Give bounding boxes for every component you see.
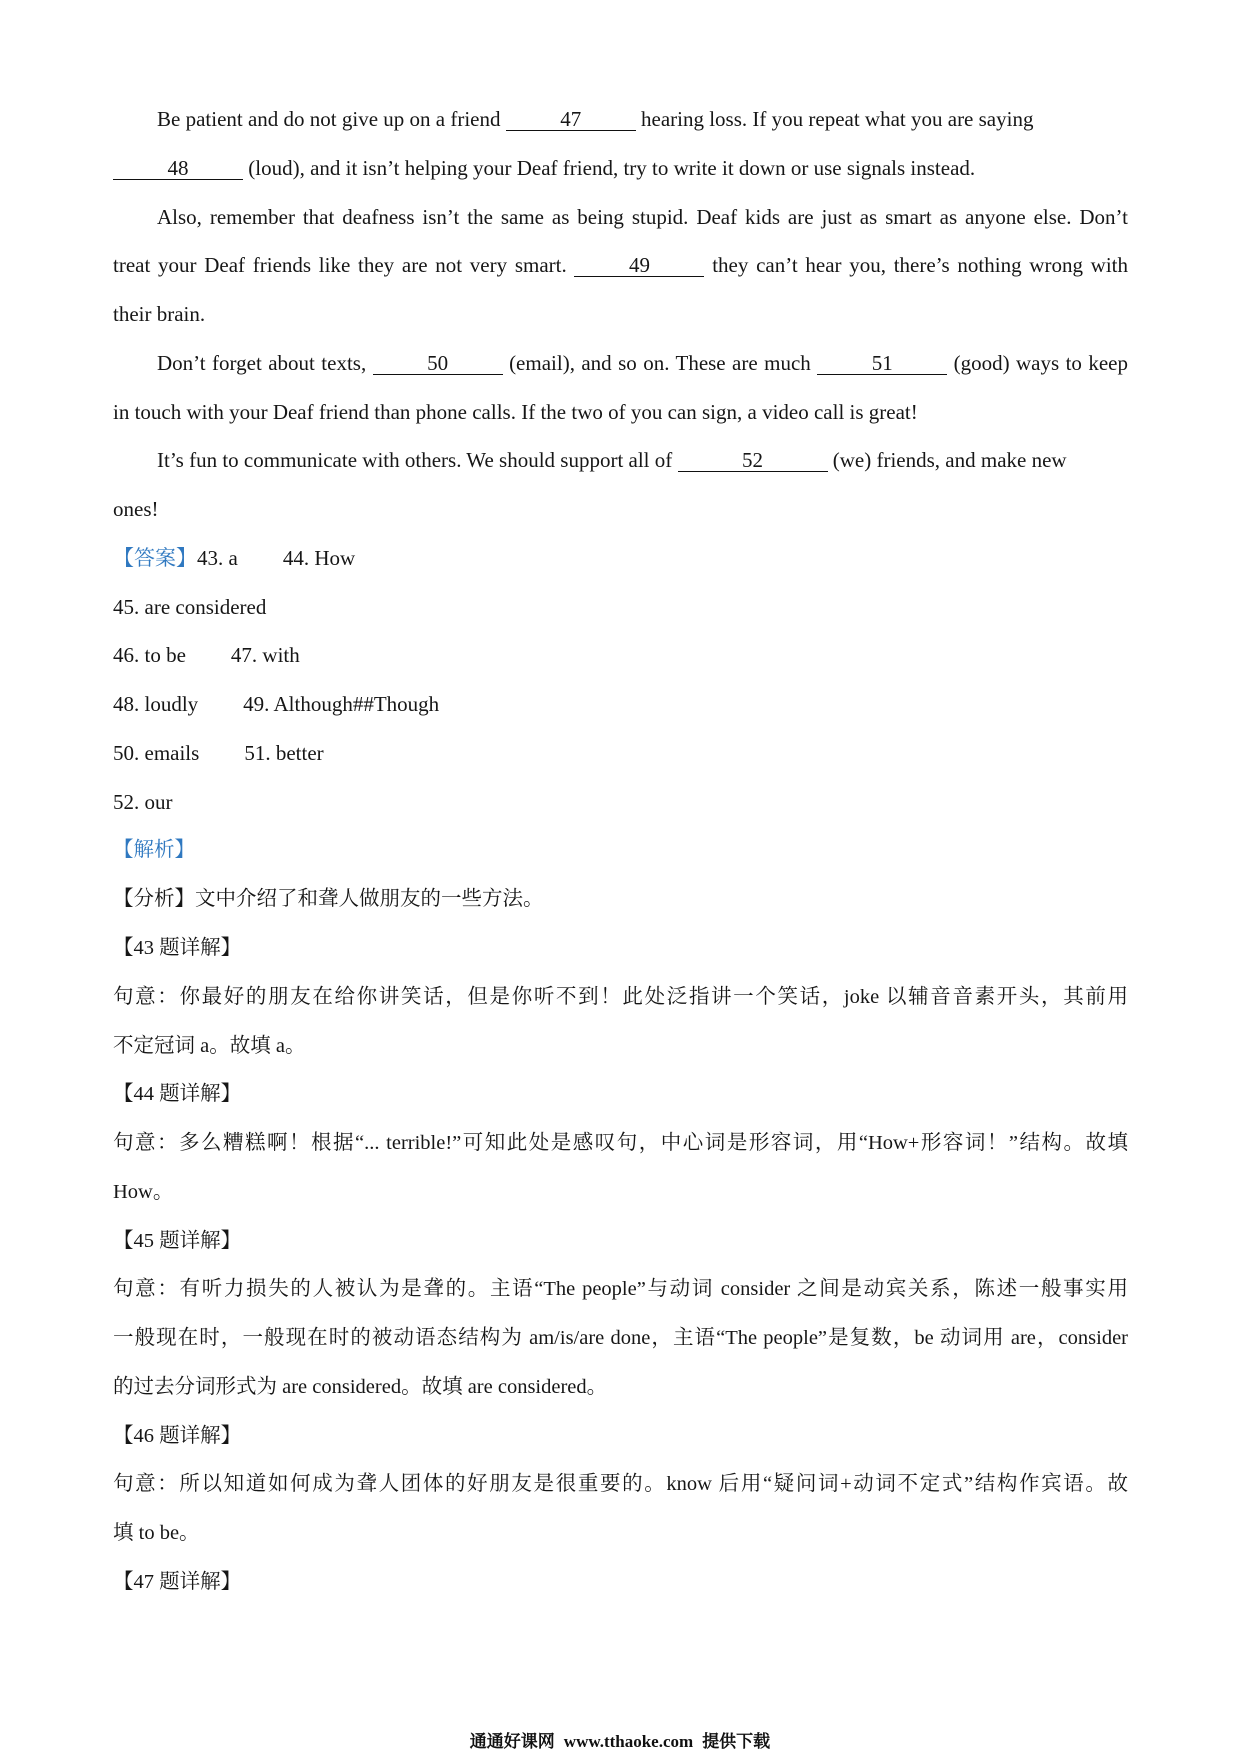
answer-row: [113, 534, 1128, 583]
detail-heading-46: 【46 题详解】: [113, 1424, 242, 1447]
analysis-summary: 【分析】文中介绍了和聋人做朋友的一些方法。: [113, 888, 544, 911]
answer-item: 47. with: [230, 643, 300, 668]
answer-blank-52: 52: [678, 449, 828, 472]
answer-blank-50: 50: [373, 352, 503, 375]
passage-line: [113, 388, 1128, 437]
passage-text: hearing loss. If you repeat what you are saying: [641, 107, 1034, 131]
passage-line: [113, 241, 1128, 290]
passage-text: their brain.: [113, 302, 206, 327]
passage-text: Be patient and do not give up on a friend: [157, 107, 501, 131]
passage-line: [113, 193, 1128, 242]
passage-text: treat your Deaf friends like they are not very smart.: [113, 253, 567, 278]
answer-row: [113, 631, 1128, 680]
detail-text: 句意：有听力损失的人被认为是聋的。主语“The people”与动词 consider 之间是动宾关系，陈述一般事实用: [113, 1278, 1128, 1301]
answer-blank-49: 49: [574, 254, 704, 277]
page-footer: [0, 1731, 1240, 1753]
passage-line: [113, 144, 1128, 193]
answer-item: 48. loudly: [113, 692, 199, 717]
detail-text: 一般现在时，一般现在时的被动语态结构为 am/is/are done，主语“The people”是复数，be 动词用 are，consider: [113, 1327, 1128, 1350]
passage-line: [113, 290, 1128, 339]
answer-item: 45. are considered: [113, 594, 267, 619]
analysis-section: [113, 826, 1128, 1606]
answer-blank-51: 51: [817, 352, 947, 375]
answer-item: 43. a: [197, 545, 238, 570]
answer-item: 50. emails: [113, 740, 200, 765]
passage-text: (email), and so on. These are much: [509, 350, 811, 375]
detail-heading-47: 【47 题详解】: [113, 1570, 242, 1593]
answer-item: 49. Although##Though: [243, 692, 440, 717]
answer-label: 【答案】: [113, 545, 197, 570]
detail-text: 句意：多么糟糕啊！根据“... terrible!”可知此处是感叹句，中心词是形容词，用“How+形容词！”结构。故填: [113, 1132, 1128, 1155]
passage-paragraph-4: [113, 436, 1128, 534]
answer-blank-48: 48: [113, 157, 243, 180]
passage-text: (loud), and it isn’t helping your Deaf friend, try to write it down or use signals instead.: [248, 155, 976, 180]
passage-text: It’s fun to communicate with others. We should support all of: [157, 448, 673, 473]
detail-heading-43: 【43 题详解】: [113, 937, 242, 960]
passage-text: Don’t forget about texts,: [157, 350, 367, 375]
footer-site-name: 通通好课网: [469, 1732, 555, 1751]
passage-paragraph-2: [113, 193, 1128, 339]
detail-text: 句意：所以知道如何成为聋人团体的好朋友是很重要的。know 后用“疑问词+动词不定式”结构作宾语。故: [113, 1473, 1128, 1496]
passage-text: (we) friends, and make new: [832, 448, 1067, 473]
detail-text: 填 to be。: [113, 1522, 200, 1545]
page-content: [113, 95, 1128, 1607]
detail-text: How。: [113, 1180, 174, 1203]
passage-line: [113, 95, 1128, 144]
detail-text: 不定冠词 a。故填 a。: [113, 1034, 306, 1057]
passage-text: ones!: [113, 497, 159, 522]
analysis-label: 【解析】: [113, 839, 195, 862]
passage-text: (good) ways to keep: [953, 350, 1128, 375]
answer-row: [113, 778, 1128, 827]
detail-heading-44: 【44 题详解】: [113, 1083, 242, 1106]
passage-paragraph-1: [113, 95, 1128, 193]
passage-text: Also, remember that deafness isn’t the same as being stupid. Deaf kids are just as smart as anyone else. Don’t: [157, 204, 1128, 229]
detail-text: 的过去分词形式为 are considered。故填 are considered。: [113, 1375, 608, 1398]
answer-item: 52. our: [113, 789, 173, 814]
answer-row: [113, 729, 1128, 778]
passage-paragraph-3: [113, 339, 1128, 437]
passage-line: [113, 339, 1128, 388]
detail-text: 句意：你最好的朋友在给你讲笑话，但是你听不到！此处泛指讲一个笑话，joke 以辅音音素开头，其前用: [113, 985, 1128, 1008]
passage-line: [113, 436, 1128, 485]
detail-heading-45: 【45 题详解】: [113, 1229, 242, 1252]
answer-row: [113, 583, 1128, 632]
footer-note: 提供下载: [702, 1732, 771, 1751]
answer-item: 51. better: [244, 740, 324, 765]
passage-text: they can’t hear you, there’s nothing wrong with: [712, 253, 1129, 278]
passage-line: [113, 485, 1128, 534]
answer-item: 46. to be: [113, 643, 186, 668]
footer-url: www.tthaoke.com: [563, 1732, 694, 1751]
answer-blank-47: 47: [506, 108, 636, 131]
answer-row: [113, 680, 1128, 729]
answer-section: [113, 534, 1128, 827]
passage-text: in touch with your Deaf friend than phone calls. If the two of you can sign, a video call is great!: [113, 399, 918, 424]
answer-item: 44. How: [282, 545, 356, 570]
